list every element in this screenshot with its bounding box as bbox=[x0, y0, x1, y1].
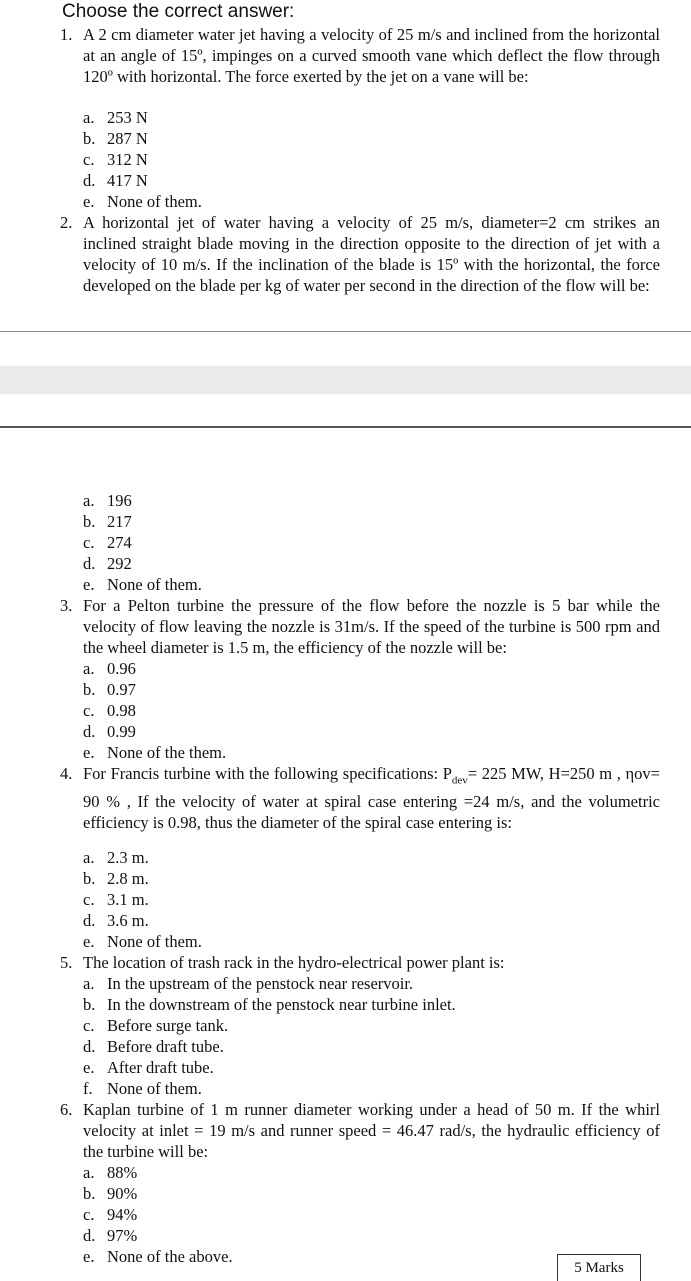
option-b: b. In the downstream of the penstock near turbine inlet. bbox=[83, 995, 456, 1014]
option-c: c. 0.98 bbox=[83, 701, 136, 720]
question-2 bbox=[60, 212, 660, 296]
option-d: d. Before draft tube. bbox=[83, 1037, 224, 1056]
option-c: c. 274 bbox=[83, 533, 132, 552]
option-a: a. 196 bbox=[83, 491, 132, 510]
option-b: b. 287 N bbox=[83, 129, 148, 148]
question-4-options bbox=[83, 847, 663, 952]
option-b: b. 217 bbox=[83, 512, 132, 531]
question-6-options bbox=[83, 1162, 663, 1267]
question-6 bbox=[60, 1099, 660, 1162]
page-gap-band bbox=[0, 366, 691, 394]
option-c: c. 94% bbox=[83, 1205, 138, 1224]
option-c: c. 312 N bbox=[83, 150, 148, 169]
question-text: For a Pelton turbine the pressure of the flow before the nozzle is 5 bar while the velocity of flow leaving the nozzle is 31m/s. If the speed of the turbine is 500 rpm and the wheel diameter is 1.5 m, the efficiency of the nozzle will be: bbox=[83, 596, 660, 657]
option-d: d. 97% bbox=[83, 1226, 138, 1245]
question-3-options bbox=[83, 658, 663, 763]
question-number: 6. bbox=[60, 1100, 73, 1119]
option-e: e. After draft tube. bbox=[83, 1058, 214, 1077]
option-e: e. None of the above. bbox=[83, 1247, 233, 1266]
option-a: a. 253 N bbox=[83, 108, 148, 127]
option-a: a. 88% bbox=[83, 1163, 138, 1182]
option-d: d. 0.99 bbox=[83, 722, 136, 741]
option-a: a. In the upstream of the penstock near reservoir. bbox=[83, 974, 414, 993]
option-e: e. None of them. bbox=[83, 192, 202, 211]
question-number: 5. bbox=[60, 953, 73, 972]
option-c: c. 3.1 m. bbox=[83, 890, 149, 909]
option-b: b. 0.97 bbox=[83, 680, 136, 699]
option-b: b. 2.8 m. bbox=[83, 869, 149, 888]
question-number: 3. bbox=[60, 596, 73, 615]
option-d: d. 3.6 m. bbox=[83, 911, 149, 930]
question-text: Kaplan turbine of 1 m runner diameter working under a head of 50 m. If the whirl velocity at inlet = 19 m/s and runner speed = 46.47 rad/s, the hydraulic efficiency of the turbine will be: bbox=[83, 1100, 660, 1161]
question-text: A 2 cm diameter water jet having a velocity of 25 m/s and inclined from the horizontal at an angle of 15º, impinges on a curved smooth vane which deflect the flow through 120º with horizontal. The force exerted by the jet on a vane will be: bbox=[83, 25, 660, 86]
option-f: f. None of them. bbox=[83, 1079, 202, 1098]
question-5-options bbox=[83, 973, 663, 1099]
question-number: 1. bbox=[60, 25, 73, 44]
divider bbox=[0, 331, 691, 332]
option-d: d. 417 N bbox=[83, 171, 148, 190]
option-e: e. None of the them. bbox=[83, 743, 227, 762]
option-e: e. None of them. bbox=[83, 932, 202, 951]
marks-box: 5 Marks bbox=[557, 1254, 641, 1281]
question-1-options bbox=[83, 107, 663, 212]
question-1 bbox=[60, 24, 660, 87]
divider bbox=[0, 426, 691, 428]
option-d: d. 292 bbox=[83, 554, 132, 573]
question-text: For Francis turbine with the following specifications: $P_{dev}= 225$ MW, H=250 m , ηov= 90 % , If the velocity of water at spiral case entering =24 m/s, and the volumetric efficiency is 0.98, thus the diameter of the spiral case entering is: bbox=[83, 764, 660, 833]
option-c: c. Before surge tank. bbox=[83, 1016, 229, 1035]
question-2-options bbox=[83, 490, 663, 595]
option-e: e. None of them. bbox=[83, 575, 202, 594]
question-text: The location of trash rack in the hydro-electrical power plant is: bbox=[83, 953, 505, 972]
question-number: 4. bbox=[60, 764, 73, 783]
question-4 bbox=[60, 763, 660, 833]
option-a: a. 2.3 m. bbox=[83, 848, 149, 867]
question-text: A horizontal jet of water having a velocity of 25 m/s, diameter=2 cm strikes an inclined straight blade moving in the direction opposite to the direction of jet with a velocity of 10 m/s. If the inclination of the blade is 15º with the horizontal, the force developed on the blade per kg of water per second in the direction of the flow will be: bbox=[83, 213, 660, 295]
question-number: 2. bbox=[60, 213, 73, 232]
question-3 bbox=[60, 595, 660, 658]
page-heading: Choose the correct answer: bbox=[62, 1, 295, 22]
question-5 bbox=[60, 952, 660, 973]
option-b: b. 90% bbox=[83, 1184, 138, 1203]
option-a: a. 0.96 bbox=[83, 659, 136, 678]
